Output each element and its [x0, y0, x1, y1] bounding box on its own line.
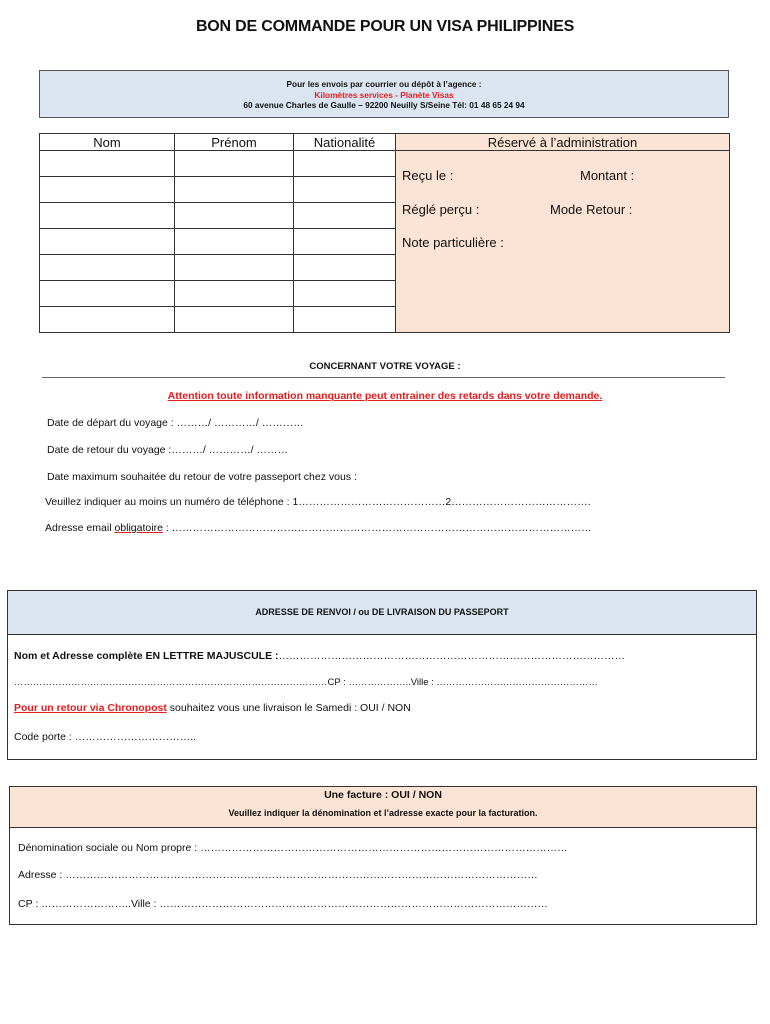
warning-message: Attention toute information manquante peut entrainer des retards dans votre demande	[167, 390, 600, 402]
prenom-cell[interactable]	[175, 307, 294, 333]
max-retour-field[interactable]: Date maximum souhaitée du retour de votre passeport chez vous :	[47, 471, 357, 483]
denomination-field[interactable]: Dénomination sociale ou Nom propre : ……………………………………………………………………………………………	[18, 842, 568, 854]
nationalite-cell[interactable]	[294, 177, 396, 203]
nationalite-cell[interactable]	[294, 255, 396, 281]
nom-cell[interactable]	[40, 307, 175, 333]
prenom-cell[interactable]	[175, 255, 294, 281]
nationalite-cell[interactable]	[294, 203, 396, 229]
nom-cell[interactable]	[40, 229, 175, 255]
facture-choice: Une facture : OUI / NON	[324, 789, 442, 801]
renvoi-header: ADRESSE DE RENVOI / ou DE LIVRAISON DU PASSEPORT	[8, 591, 756, 635]
prenom-cell[interactable]	[175, 229, 294, 255]
cp-ville-field[interactable]: ………………………………………………………………………………………CP : ………………..Ville : ……………………………………………	[14, 677, 598, 688]
nom-cell[interactable]	[40, 281, 175, 307]
agency-info-box	[39, 70, 729, 118]
traveler-table	[39, 133, 730, 333]
warning-text: Attention toute information manquante peut entrainer des retards dans votre demande.	[167, 390, 603, 402]
prenom-cell[interactable]	[175, 203, 294, 229]
telephone-field[interactable]: Veuillez indiquer au moins un numéro de téléphone : 1……………………………………2………………………………….	[45, 496, 591, 508]
agency-address: 60 avenue Charles de Gaulle – 92200 Neuilly S/Seine Tél: 01 48 65 24 94	[243, 100, 525, 110]
section-divider	[42, 377, 725, 378]
voyage-section-title: CONCERNANT VOTRE VOYAGE :	[309, 361, 461, 372]
facture-header	[10, 787, 756, 828]
admin-note: Note particulière :	[402, 235, 504, 250]
chronopost-question: souhaitez vous une livraison le Samedi : OUI / NON	[166, 702, 411, 714]
agency-line-1: Pour les envois par courrier ou dépôt à l’agence :	[286, 79, 482, 89]
nom-cell[interactable]	[40, 151, 175, 177]
email-required: obligatoire	[114, 522, 163, 534]
page-title: BON DE COMMANDE POUR UN VISA PHILIPPINES	[195, 18, 575, 35]
nom-cell[interactable]	[40, 203, 175, 229]
nationalite-cell[interactable]	[294, 281, 396, 307]
admin-area	[396, 151, 730, 333]
nom-cell[interactable]	[40, 255, 175, 281]
admin-montant: Montant :	[580, 168, 635, 183]
admin-regle: Réglé perçu :	[402, 202, 480, 217]
chronopost-label: Pour un retour via Chronopost	[14, 702, 167, 714]
renvoi-box	[7, 590, 757, 760]
admin-mode-retour: Mode Retour :	[550, 202, 633, 217]
nom-adresse-label: Nom et Adresse complète EN LETTRE MAJUSCULE :	[14, 650, 279, 662]
prenom-cell[interactable]	[175, 177, 294, 203]
nationalite-cell[interactable]	[294, 307, 396, 333]
header-prenom: Prénom	[175, 134, 294, 151]
chronopost-line[interactable]	[14, 702, 411, 714]
email-dots: : …………………………………………………………………………………………………………	[162, 522, 592, 534]
nom-adresse-field[interactable]	[14, 650, 625, 662]
nom-adresse-dots: ………………………………………………………………………………………	[278, 650, 625, 662]
nationalite-cell[interactable]	[294, 151, 396, 177]
facture-adresse-field[interactable]: Adresse : ………………………………………………………………………………………………………………………	[18, 869, 538, 881]
nom-cell[interactable]	[40, 177, 175, 203]
agency-name: Kilomètres services - Planète Visas	[314, 89, 454, 100]
facture-box	[9, 786, 757, 925]
header-nom: Nom	[40, 134, 175, 151]
header-admin: Réservé à l’administration	[396, 134, 730, 151]
facture-cp-ville-field[interactable]: CP : ……………………..Ville : …………………………………………………………………………………………………	[18, 898, 548, 910]
nationalite-cell[interactable]	[294, 229, 396, 255]
email-label: Adresse email	[45, 522, 115, 534]
prenom-cell[interactable]	[175, 151, 294, 177]
code-porte-field[interactable]: Code porte : ……………………………..	[14, 731, 197, 743]
retour-date-field[interactable]: Date de retour du voyage :………/ …………/ ………	[47, 444, 288, 456]
header-nationalite: Nationalité	[294, 134, 396, 151]
depart-date-field[interactable]: Date de départ du voyage : ………/ …………/ …………	[47, 417, 304, 429]
admin-recu: Reçu le :	[402, 168, 454, 183]
email-field[interactable]	[45, 522, 592, 534]
prenom-cell[interactable]	[175, 281, 294, 307]
facture-instruction: Veuillez indiquer la dénomination et l’adresse exacte pour la facturation.	[228, 808, 538, 818]
